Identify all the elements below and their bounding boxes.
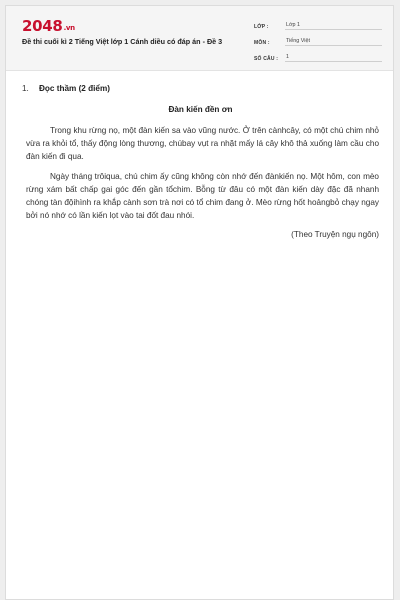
meta-label-count: SỐ CÂU : xyxy=(254,56,279,62)
exam-meta xyxy=(254,16,382,64)
page-header xyxy=(6,6,393,71)
meta-label-class: LỚP : xyxy=(254,24,269,30)
exam-page xyxy=(5,5,394,600)
meta-value-count: 1 xyxy=(285,54,382,62)
question-title: Đọc thầm (2 điểm) xyxy=(39,84,110,93)
story-title: Đàn kiến đền ơn xyxy=(168,105,233,114)
meta-label-subject: MÔN : xyxy=(254,40,270,46)
meta-row-subject xyxy=(254,32,382,46)
story-source: (Theo Truyện ngụ ngôn) xyxy=(291,230,379,240)
story-paragraph-1: Trong khu rừng nọ, một đàn kiến sa vào vũng nước. Ở trên cànhcây, có một chú chim nhỏ vừa ra khỏi tổ, thấy động lòng thương, chúbay vụt ra nhặt mấy lá cây khô thả xuống làm cầu cho đàn kiến đi qua. xyxy=(26,126,379,162)
meta-row-class xyxy=(254,16,382,30)
question-heading xyxy=(22,84,379,93)
question-content xyxy=(22,84,379,239)
document-title: Đề thi cuối kì 2 Tiếng Việt lớp 1 Cánh diều có đáp án - Đề 3 xyxy=(22,37,223,46)
meta-value-class: Lớp 1 xyxy=(285,22,382,30)
site-logo[interactable] xyxy=(22,17,75,35)
logo-main: 2048 xyxy=(22,17,63,35)
question-number: 1. xyxy=(22,84,29,93)
logo-suffix: .vn xyxy=(63,24,75,32)
meta-row-count xyxy=(254,48,382,62)
meta-value-subject: Tiếng Việt xyxy=(285,38,382,46)
story-paragraph-2: Ngày tháng trôiqua, chú chim ấy cũng không còn nhớ đến đànkiến nọ. Một hôm, con mèo rừng xám bất chấp gai góc đến gần tổchim. Bỗng từ đâu có một đàn kiến dày đặc đã nhanh chóng tàn độihình ra khắp cành sơn trà nơi có tổ chim đang ở. Mèo rừng hốt hoảngbỏ chạy ngay bởi nó nhớ có lần kiến lọt vào tai đốt đau nhói. xyxy=(26,171,379,221)
